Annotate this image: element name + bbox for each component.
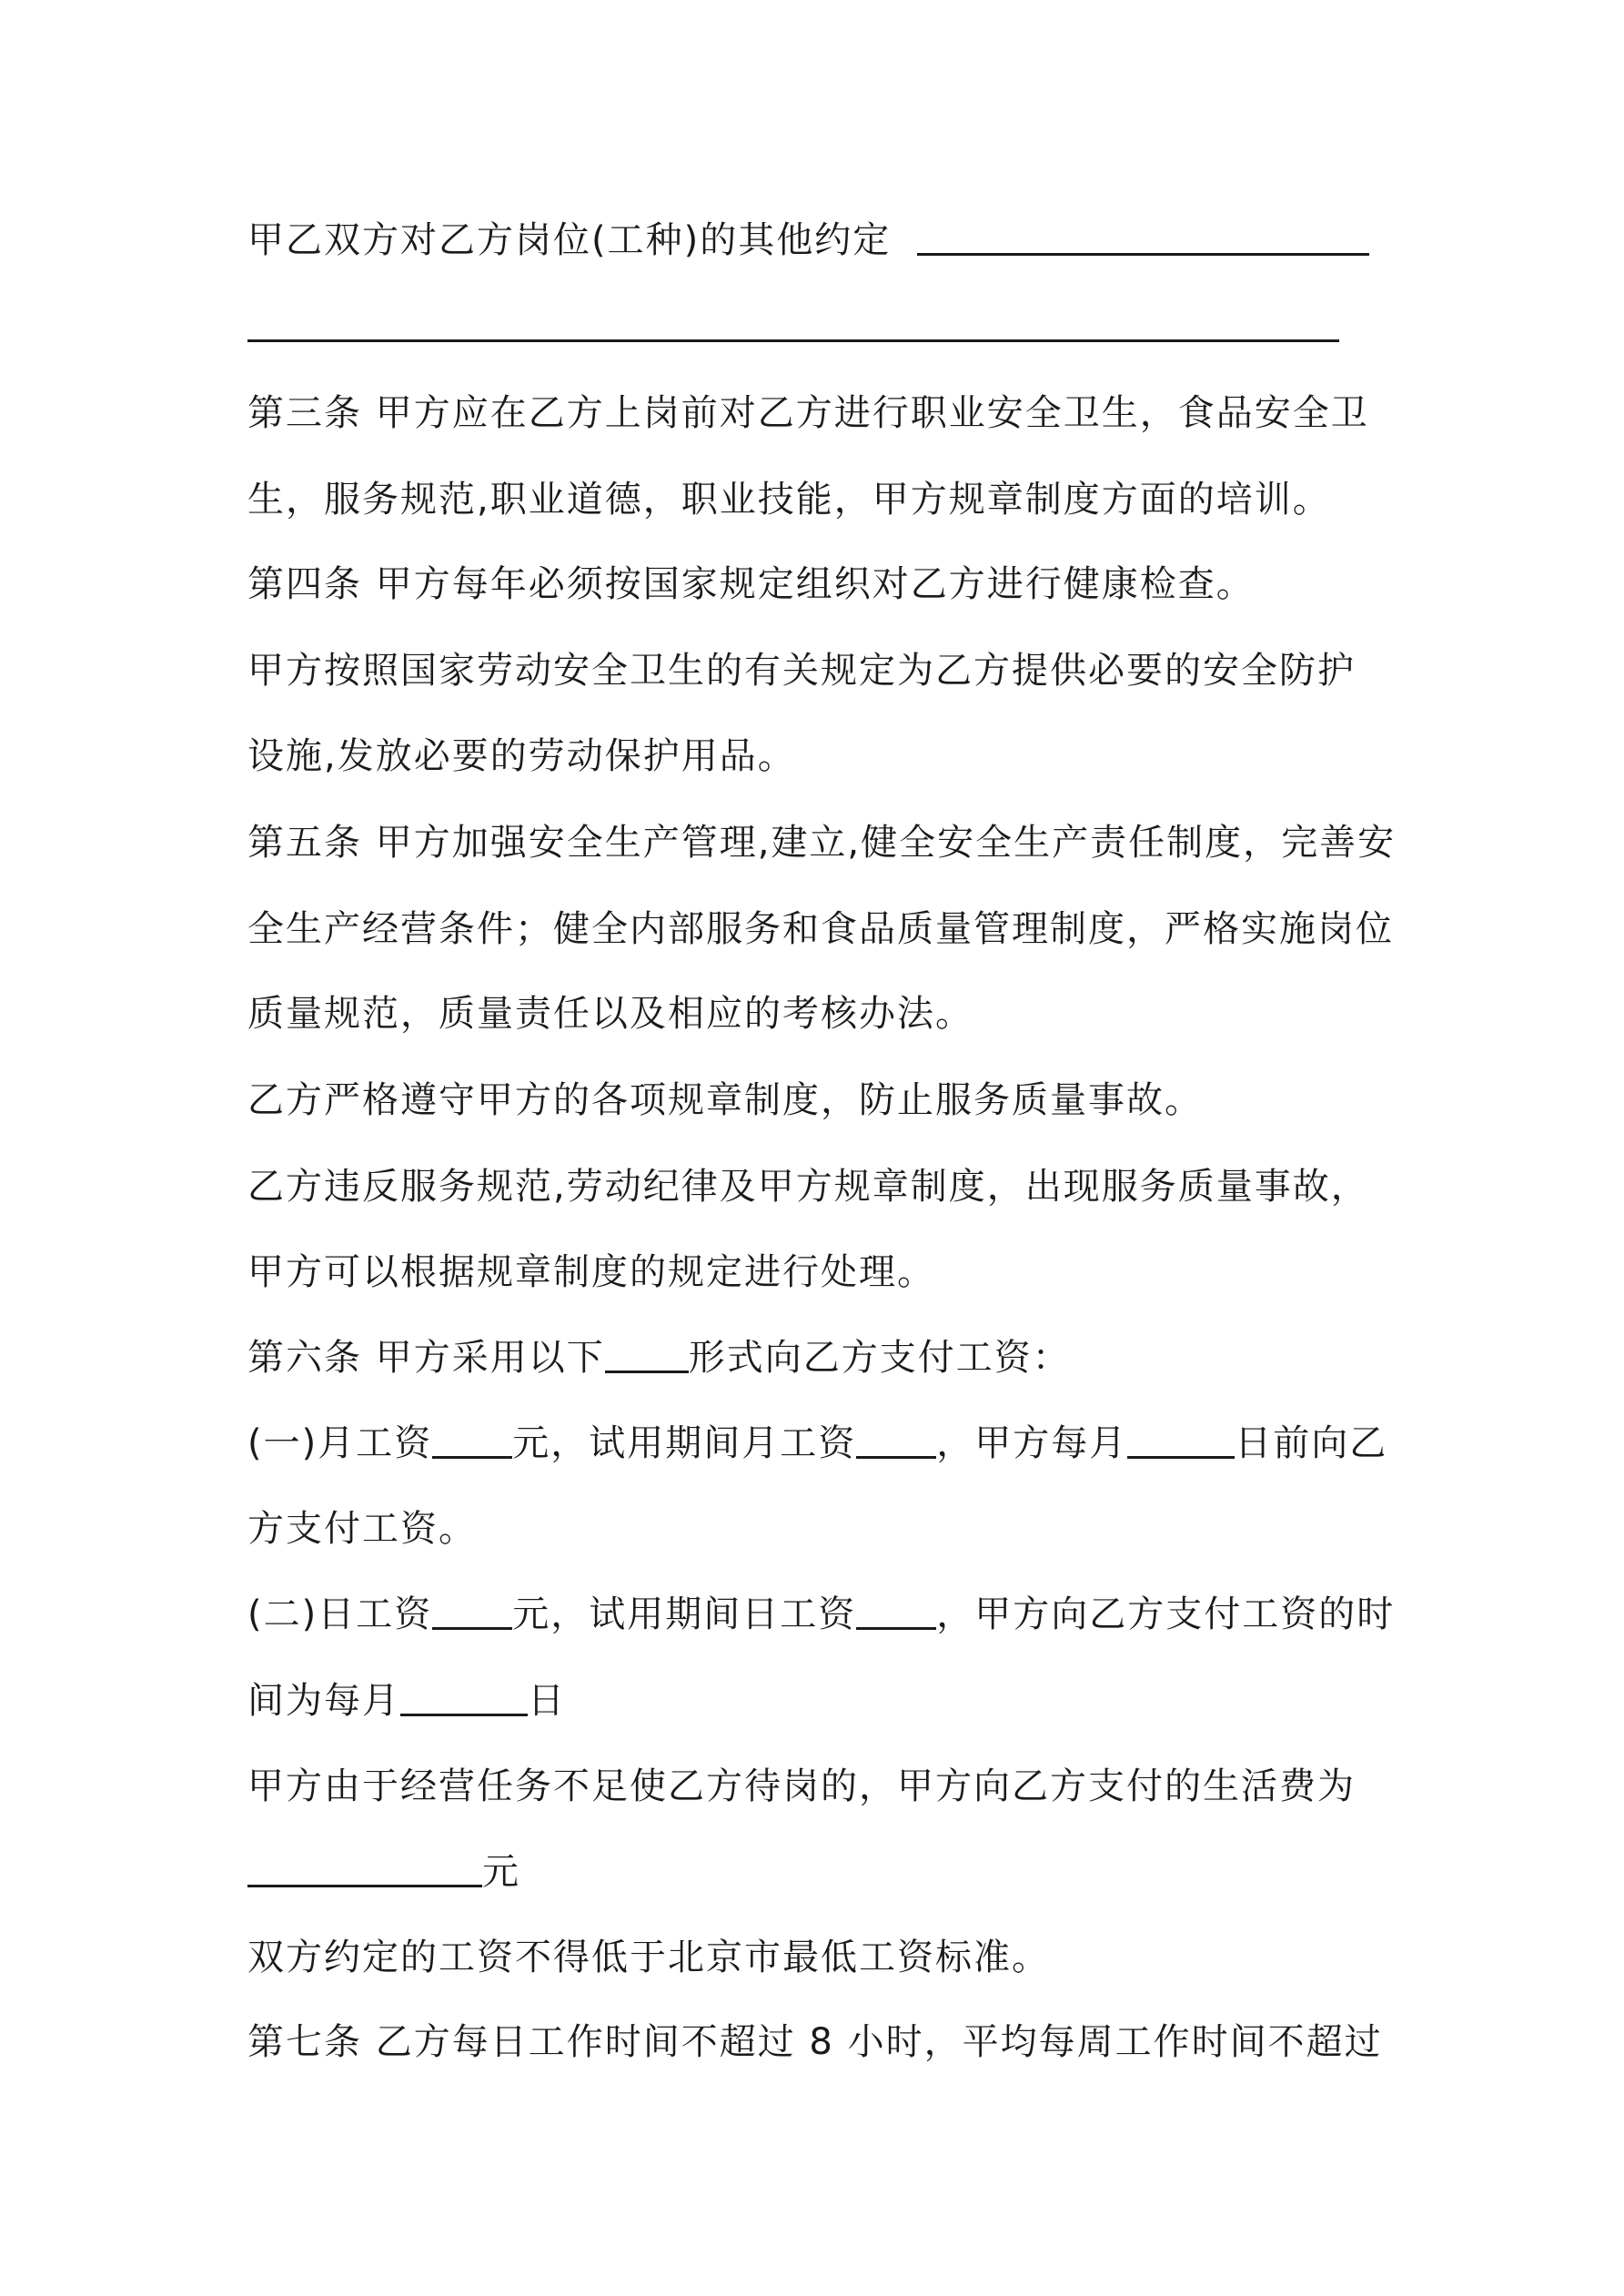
payment-form-blank xyxy=(605,1340,689,1373)
article-5-line-1: 第五条 甲方加强安全生产管理,建立,健全安全生产责任制度，完善安 xyxy=(247,822,1397,864)
article-7-line-1: 第七条 乙方每日工作时间不超过 8 小时，平均每周工作时间不超过 xyxy=(247,2021,1383,2063)
monthly-wage-probation-blank xyxy=(856,1425,936,1459)
article-5-line-6: 甲方可以根据规章制度的规定进行处理。 xyxy=(247,1251,935,1293)
monthly-pay-day-suffix: 日前向乙 xyxy=(1235,1422,1388,1464)
monthly-wage-label: (一)月工资 xyxy=(247,1422,433,1464)
monthly-wage-line-2: 方支付工资。 xyxy=(247,1508,477,1550)
article-6-line-1 xyxy=(247,1336,1071,1380)
daily-pay-label: ，甲方向乙方支付工资的时 xyxy=(936,1593,1396,1635)
monthly-wage-line xyxy=(247,1421,1387,1465)
article-3-line-1: 第三条 甲方应在乙方上岗前对乙方进行职业安全卫生，食品安全卫 xyxy=(247,392,1369,434)
daily-pay-day-blank xyxy=(400,1683,528,1716)
other-agreement-line xyxy=(247,218,1369,262)
daily-wage-probation-label: 元，试用期间日工资 xyxy=(512,1593,857,1635)
other-agreement-blank xyxy=(917,222,1369,256)
article-3-line-2: 生，服务规范,职业道德，职业技能，甲方规章制度方面的培训。 xyxy=(247,479,1331,521)
monthly-pay-day-blank xyxy=(1127,1425,1235,1459)
daily-wage-label: (二)日工资 xyxy=(247,1593,433,1635)
other-agreement-label: 甲乙双方对乙方岗位(工种)的其他约定 xyxy=(247,219,892,261)
article-5-line-4: 乙方严格遵守甲方的各项规章制度，防止服务质量事故。 xyxy=(247,1079,1203,1121)
article-4-line-1: 第四条 甲方每年必须按国家规定组织对乙方进行健康检查。 xyxy=(247,563,1255,605)
daily-pay-day-label: 间为每月 xyxy=(247,1680,400,1722)
article-5-line-5: 乙方违反服务规范,劳动纪律及甲方规章制度，出现服务质量事故， xyxy=(247,1166,1369,1208)
standby-allowance-line: 甲方由于经营任务不足使乙方待岗的，甲方向乙方支付的生活费为 xyxy=(247,1765,1356,1807)
standby-allowance-blank xyxy=(247,1854,482,1887)
article-4-line-2: 甲方按照国家劳动安全卫生的有关规定为乙方提供必要的安全防护 xyxy=(247,650,1356,692)
article-5-line-2: 全生产经营条件；健全内部服务和食品质量管理制度，严格实施岗位 xyxy=(247,908,1394,950)
standby-allowance-amount-line xyxy=(247,1850,520,1894)
daily-wage-probation-blank xyxy=(856,1596,936,1630)
minimum-wage-line: 双方约定的工资不得低于北京市最低工资标准。 xyxy=(247,1937,1050,1978)
article-4-line-3: 设施,发放必要的劳动保护用品。 xyxy=(247,735,796,777)
monthly-pay-day-label: ，甲方每月 xyxy=(936,1422,1128,1464)
daily-pay-day-suffix: 日 xyxy=(528,1680,566,1722)
daily-wage-blank xyxy=(432,1596,512,1630)
article-6-text-a: 第六条 甲方采用以下 xyxy=(247,1337,605,1379)
article-5-line-3: 质量规范，质量责任以及相应的考核办法。 xyxy=(247,993,973,1035)
article-6-text-b: 形式向乙方支付工资： xyxy=(688,1337,1071,1379)
other-agreement-blank-line-2 xyxy=(247,339,1339,342)
daily-wage-line xyxy=(247,1593,1395,1636)
monthly-wage-probation-label: 元，试用期间月工资 xyxy=(512,1422,857,1464)
daily-pay-day-line xyxy=(247,1679,566,1723)
monthly-wage-blank xyxy=(432,1425,512,1459)
standby-allowance-unit: 元 xyxy=(482,1851,520,1893)
